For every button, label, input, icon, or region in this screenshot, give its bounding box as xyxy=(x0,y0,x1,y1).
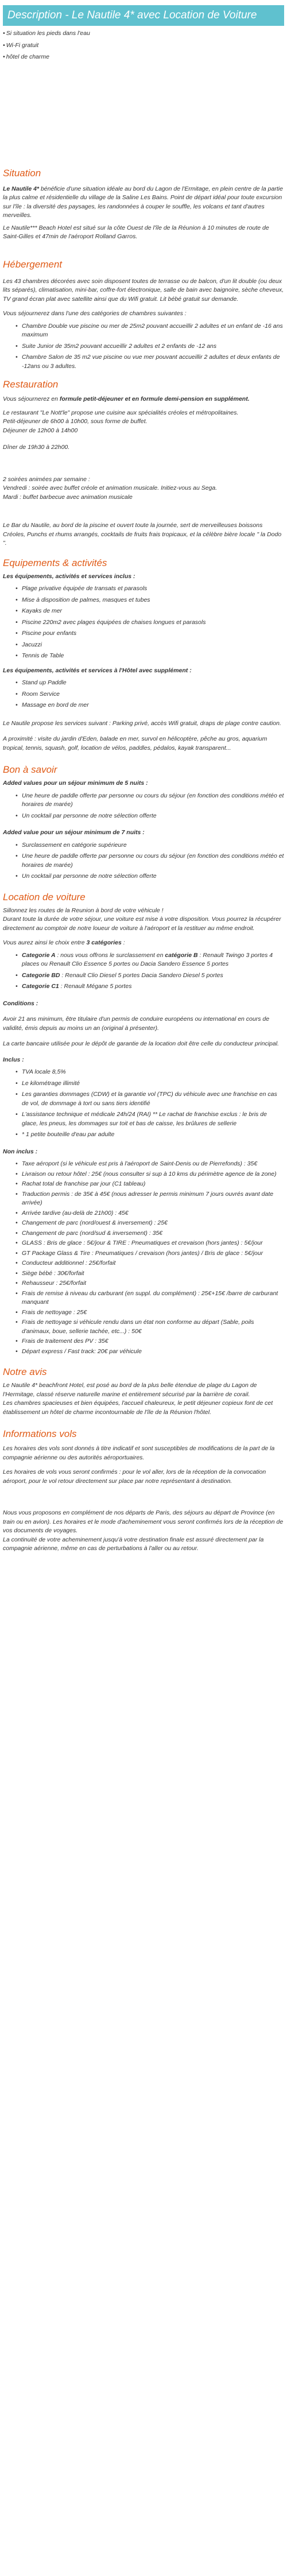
list-item: • Plage privative équipée de transats et parasols xyxy=(22,584,284,594)
category-upgrade: catégorie B xyxy=(165,951,198,959)
list-item: • Massage en bord de mer xyxy=(22,701,284,710)
situation-paragraph-2: Le Nautile*** Beach Hotel est situé sur la côte Ouest de l'île de la Réunion à 10 minutes de route de Saint-Gilles et 47min de l'aéroport Rolland Garros. xyxy=(3,224,269,240)
list-item: • Rachat total de franchise par jour (C1 tableau) xyxy=(22,1180,284,1189)
list-item: • GT Package Glass & Tire : Pneumatiques / crevaison (hors jantes) / Bris de glace : 5€/jour xyxy=(22,1249,284,1258)
supplement-subheading xyxy=(0,667,287,676)
list-item: • Piscine 220m2 avec plages équipées de chaises longues et parasols xyxy=(22,618,284,627)
categories-count: 3 catégories xyxy=(86,939,122,946)
nearby-paragraph: A proximité : visite du jardin d'Eden, balade en mer, survol en hélicoptère, pêche au gros, aquarium tropical, tennis, squash, golf, location de vélos, paddles, pédalos, kayak transparent... xyxy=(3,735,267,752)
supplement-subheading-text: Les équipements, activités et services à l'Hôtel avec supplément : xyxy=(3,667,192,674)
review-paragraph: Le Nautile 4* beachfront Hotel, est posé au bord de la plus belle étendue de plage du Lagon de l'Hermitage, classé réserve naturelle marine et entièrement sécurisé par la barrière de corail. xyxy=(3,1382,257,1398)
category-text: : nous vous offrons le surclassement en xyxy=(55,951,165,959)
list-item: • Changement de parc (nord/sud & inversement) : 35€ xyxy=(22,1229,284,1238)
list-item: • Kayaks de mer xyxy=(22,607,284,616)
category-label: Categorie C1 xyxy=(22,983,59,990)
flights-paragraph-2: Les horaires de vols vous seront confirmés : pour le vol aller, lors de la réception de la convocation aéroport, pour le vol retour directement sur place par notre représentant à destination. xyxy=(3,1469,266,1485)
flights-paragraph-3: Nous vous proposons en complément de nos départs de Paris, des séjours au départ de Province (en train ou en avion). Les horaires et le mode d'acheminement vous seront confirmés lors de la réception de vos documents de voyages. xyxy=(3,1509,284,1534)
categories-intro-text: Vous aurez ainsi le choix entre xyxy=(3,939,87,946)
section-heading-hebergement: Hébergement xyxy=(3,258,63,270)
restauration-breakfast: Petit-déjeuner de 6h00 à 10h00, sous forme de buffet. xyxy=(3,418,148,425)
list-item: • Un cocktail par personne de notre sélection offerte xyxy=(22,812,284,821)
list-item: • Piscine pour enfants xyxy=(22,629,284,638)
list-item: • Room Service xyxy=(22,690,284,699)
included-heading xyxy=(0,1056,287,1065)
list-item: • Chambre Salon de 35 m2 vue piscine ou vue mer pouvant accueillir 2 adultes et deux enfants de -12ans ou 3 adultes. xyxy=(22,353,284,371)
restauration-friday: Vendredi : soirée avec buffet créole et animation musicale. Initiez-vous au Sega. xyxy=(3,485,218,491)
not-included-heading-text: Non inclus : xyxy=(3,1148,38,1155)
five-nights-subheading-text: Added values pour un séjour minimum de 5 nuits : xyxy=(3,780,148,787)
situation-paragraph xyxy=(0,185,287,220)
location-paragraph: Sillonnez les routes de la Reunion à bord de votre véhicule ! xyxy=(3,907,164,914)
category-text: : Renault Clio Diesel 5 portes Dacia Sandero Diesel 5 portes xyxy=(60,971,223,979)
list-item: • * 1 petite bouteille d'eau par adulte xyxy=(22,1130,284,1140)
section-heading-notre-avis: Notre avis xyxy=(3,1366,47,1377)
section-heading-restauration: Restauration xyxy=(3,379,59,390)
restauration-lunch: Déjeuner de 12h00 à 14h00 xyxy=(3,427,78,434)
category-text-2: : Renault Twingo 3 portes 4 places ou Renault Clio Essence 5 portes ou Dacia Sandero Essence 5 portes xyxy=(22,951,273,967)
conditions-heading xyxy=(0,1000,287,1009)
list-item: • Le kilométrage illimité xyxy=(22,1079,284,1088)
five-nights-subheading xyxy=(0,779,287,788)
list-item: • Frais de remise à niveau du carburant (en suppl. du complément) : 25€+15€ /barre de carburant manquant xyxy=(22,1289,284,1307)
categories-colon: : xyxy=(121,939,125,946)
list-item: • Conducteur additionnel : 25€/forfait xyxy=(22,1259,284,1268)
not-included-heading xyxy=(0,1148,287,1157)
hebergement-paragraph-2: Vous séjournerez dans l'une des catégories de chambres suivantes : xyxy=(3,310,187,317)
list-item: • Une heure de paddle offerte par personne ou cours du séjour (en fonction des conditions météo et horaires de marée) xyxy=(22,792,284,809)
list-item: • Une heure de paddle offerte par personne ou cours du séjour (en fonction des conditions météo et horaires de marée) xyxy=(22,852,284,870)
location-paragraph-2: Durant toute la durée de votre séjour, une voiture est mise à votre disposition. Vous pourrez la récupérer directement au comptoir de notre loueur de voiture à l'aéroport et la restituer au même endroit. xyxy=(3,916,281,932)
conditions-paragraph-2: La carte bancaire utilisée pour le dépôt de garantie de la location doit être celle du conducteur principal. xyxy=(3,1040,279,1047)
restauration-formula: formule petit-déjeuner et en formule demi-pension en supplément. xyxy=(59,396,250,402)
list-item: • Stand up Paddle xyxy=(22,679,284,688)
list-item: • L'assistance technique et médicale 24h/24 (RAI) ** Le rachat de franchise exclus : le bris de glace, les pneus, les dommages sur toit et bas de caisse, les brûlures de sellerie xyxy=(22,1110,284,1128)
list-item: • Livraison ou retour hôtel : 25€ (nous consulter si sup à 10 kms du périmètre agence de la zone) xyxy=(22,1170,284,1179)
section-heading-informations-vols: Informations vols xyxy=(3,1428,77,1439)
conditions-paragraph: Avoir 21 ans minimum, être titulaire d'un permis de conduire européens ou international en cours de validité, émis depuis au moins un an (original à présenter). xyxy=(3,1016,270,1032)
list-item: • Un cocktail par personne de notre sélection offerte xyxy=(22,872,284,881)
list-item: • Arrivée tardive (au-delà de 21h00) : 45€ xyxy=(22,1209,284,1218)
title-banner xyxy=(3,5,284,26)
category-text: : Renault Mégane 5 portes xyxy=(59,983,132,990)
restauration-paragraph xyxy=(0,395,287,404)
list-item: • Si situation les pieds dans l'eau xyxy=(3,29,284,38)
services-paragraph: Le Nautile propose les services suivant : Parking privé, accès Wifi gratuit, draps de plage contre caution. xyxy=(3,719,281,727)
review-paragraph-2: Les chambres spacieuses et bien équipées, l'accueil chaleureux, le petit déjeuner copieux font de cet établissement un hôtel de charme incontournable de l'île de la Réunion l'hôtel. xyxy=(3,1400,273,1416)
list-item: • Changement de parc (nord/ouest & inversement) : 25€ xyxy=(22,1219,284,1228)
intro-highlights xyxy=(0,29,287,62)
restauration-dinner: Dîner de 19h30 à 22h00. xyxy=(3,444,70,451)
category-label: Categorie BD xyxy=(22,971,60,979)
list-item: • Wi-Fi gratuit xyxy=(3,41,284,51)
location-categories-intro xyxy=(0,939,287,948)
list-item: • TVA locale 8,5% xyxy=(22,1068,284,1077)
included-list xyxy=(0,1068,287,1140)
seven-nights-subheading-text: Added value pour un séjour minimum de 7 nuits : xyxy=(3,829,145,836)
list-item: • Départ express / Fast track: 20€ par véhicule xyxy=(22,1347,284,1357)
list-item: • Rehausseur : 25€/forfait xyxy=(22,1279,284,1288)
included-equipment-list xyxy=(0,584,287,661)
list-item: • Chambre Double vue piscine ou mer de 25m2 pouvant accueillir 2 adultes et un enfant de -16 ans maximum xyxy=(22,322,284,340)
hebergement-paragraph: Les 43 chambres décorées avec soin disposent toutes de terrasse ou de balcon, d'un lit double (ou deux lits séparés), climatisation, mini-bar, coffre-fort électronique, salle de bain avec baignoire, sèche cheveux, TV grand écran plat avec satellite ainsi que du Wifi gratuit. Lit bébé gratuit sur demande. xyxy=(3,277,284,303)
list-item xyxy=(22,971,284,981)
list-item: • Suite Junior de 35m2 pouvant accueillir 2 adultes et 2 enfants de -12 ans xyxy=(22,342,284,351)
list-item: • Frais de traitement des PV : 35€ xyxy=(22,1337,284,1346)
section-heading-equipements: Equipements & activités xyxy=(3,557,107,568)
included-heading-text: Inclus : xyxy=(3,1056,24,1063)
restauration-text: Vous séjournerez en xyxy=(3,396,60,402)
list-item: • Frais de nettoyage si véhicule rendu dans un état non conforme au départ (Sable, poils d'animaux, boue, sellerie tachée, etc...) : 50€ xyxy=(22,1318,284,1336)
list-item: • Tennis de Table xyxy=(22,652,284,661)
conditions-heading-text: Conditions : xyxy=(3,1000,38,1007)
not-included-list xyxy=(0,1160,287,1356)
list-item xyxy=(22,951,284,969)
situation-text: bénéficie d'une situation idéale au bord du Lagon de l'Ermitage, en plein centre de la partie la plus calme et résidentielle du village de la Saline Les Bains. Point de départ idéal pour toute excursion sur l'île : la diversité des paysages, les randonnées à couper le souffle, les volcans et tant d'autres merveilles. xyxy=(3,185,283,219)
list-item: • GLASS : Bris de glace : 5€/jour & TIRE : Pneumatiques et crevaison (hors jantes) : 5€/jour xyxy=(22,1239,284,1248)
list-item: • Jacuzzi xyxy=(22,641,284,650)
list-item: • Siège bébé : 30€/forfait xyxy=(22,1269,284,1279)
flights-paragraph: Les horaires des vols sont donnés à titre indicatif et sont susceptibles de modifications de la part de la compagnie aérienne ou des autorités aéroportuaires. xyxy=(3,1445,275,1461)
list-item xyxy=(22,982,284,991)
page-title: Description - Le Nautile 4* avec Location de Voiture xyxy=(7,9,257,21)
section-heading-bon-a-savoir: Bon à savoir xyxy=(3,764,57,775)
car-categories-list xyxy=(0,951,287,991)
list-item: • hôtel de charme xyxy=(3,53,284,62)
restauration-evenings: 2 soirées animées par semaine : xyxy=(3,475,90,483)
category-label: Categorie A xyxy=(22,951,56,959)
seven-nights-list xyxy=(0,841,287,881)
included-subheading-text: Les équipements, activités et services inclus : xyxy=(3,572,135,580)
seven-nights-subheading xyxy=(0,828,287,838)
five-nights-list xyxy=(0,792,287,821)
room-categories-list xyxy=(0,322,287,371)
list-item: • Traduction permis : de 35€ à 45€ (nous adresser le permis minimum 7 jours ouvrés avant date arrivée) xyxy=(22,1190,284,1208)
list-item: • Frais de nettoyage : 25€ xyxy=(22,1308,284,1318)
section-heading-location: Location de voiture xyxy=(3,891,86,902)
restauration-paragraph-2: Le restaurant "Le Nott'le" propose une cuisine aux spécialités créoles et métropolitaines. xyxy=(3,409,239,416)
list-item: • Taxe aéroport (si le véhicule est pris à l'aéroport de Saint-Denis ou de Pierrefonds) : 35€ xyxy=(22,1160,284,1169)
list-item: • Les garanties dommages (CDW) et la garantie vol (TPC) du véhicule avec une franchise en cas de vol, de dommage à tort ou sans tiers identifié xyxy=(22,1090,284,1108)
section-heading-situation: Situation xyxy=(3,167,41,179)
restauration-bar: Le Bar du Nautile, au bord de la piscine et ouvert toute la journée, sert de merveilleuses boissons Créoles, Punchs et rhums arrangés, cocktails de fruits frais tropicaux, et la célèbre bière locale " la Dodo ". xyxy=(3,522,282,547)
hotel-name: Le Nautile 4* xyxy=(3,185,40,192)
supplement-equipment-list xyxy=(0,679,287,710)
included-subheading xyxy=(0,572,287,582)
flights-paragraph-4: La continuité de votre acheminement jusqu'à votre destination finale est assuré directement par la compagnie aérienne, même en cas de perturbations à l'aller ou au retour. xyxy=(3,1536,264,1552)
list-item: • Surclassement en catégorie supérieure xyxy=(22,841,284,850)
restauration-tuesday: Mardi : buffet barbecue avec animation musicale xyxy=(3,493,133,501)
list-item: • Mise à disposition de palmes, masques et tubes xyxy=(22,596,284,605)
